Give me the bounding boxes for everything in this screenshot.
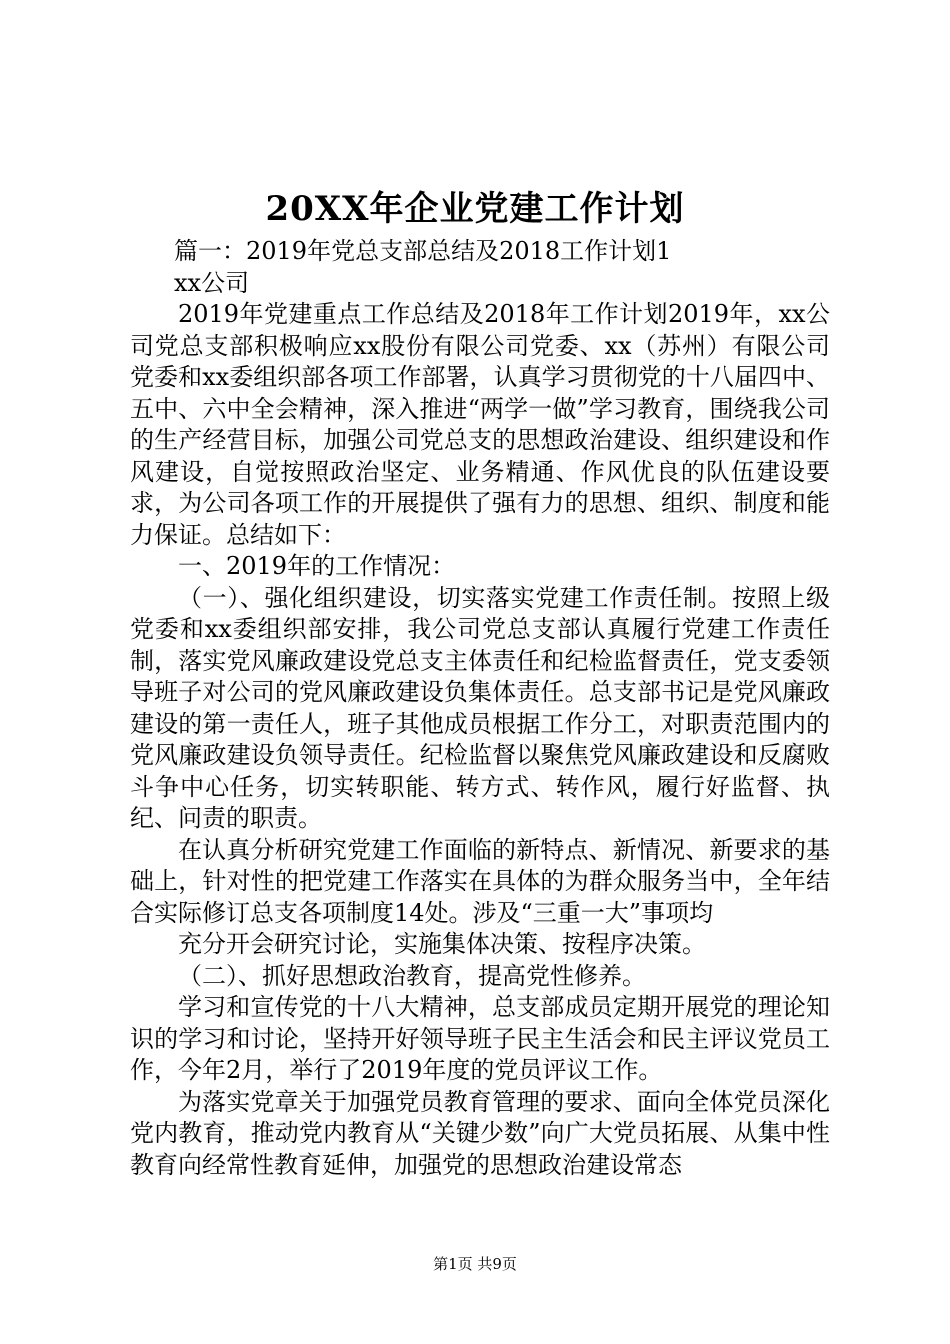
document-body <box>130 236 830 1181</box>
paragraph: 2019年党建重点工作总结及2018年工作计划2019年，xx公司党总支部积极响应xx股份有限公司党委、xx（苏州）有限公司党委和xx委组织部各项工作部署，认真学习贯彻党的十八届四中、五中、六中全会精神，深入推进“两学一做”学习教育，围绕我公司的生产经营目标，加强公司党总支的思想政治建设、组织建设和作风建设，自觉按照政治坚定、业务精通、作风优良的队伍建设要求，为公司各项工作的开展提供了强有力的思想、组织、制度和能力保证。总结如下： <box>130 300 830 549</box>
paragraph: 充分开会研究讨论，实施集体决策、按程序决策。 <box>178 930 706 958</box>
paragraph: （一）、强化组织建设，切实落实党建工作责任制。按照上级党委和xx委组织部安排，我公司党总支部认真履行党建工作责任制，落实党风廉政建设党总支主体责任和纪检监督责任，党支委领导班子对公司的党风廉政建设负集体责任。总支部书记是党风廉政建设的第一责任人，班子其他成员根据工作分工，对职责范围内的党风廉政建设负领导责任。纪检监督以聚焦党风廉政建设和反腐败斗争中心任务，切实转职能、转方式、转作风，履行好监督、执纪、问责的职责。 <box>130 583 830 832</box>
paragraph: 篇一：2019年党总支部总结及2018工作计划1 <box>174 237 672 265</box>
paragraph: 为落实党章关于加强党员教育管理的要求、面向全体党员深化党内教育，推动党内教育从“关键少数”向广大党员拓展、从集中性教育向经常性教育延伸，加强党的思想政治建设常态 <box>130 1087 830 1179</box>
section-heading: 一、2019年的工作情况： <box>178 552 456 580</box>
page-footer: 第1页 共9页 <box>433 1255 517 1273</box>
paragraph: xx公司 <box>174 268 250 297</box>
paragraph: 在认真分析研究党建工作面临的新特点、新情况、新要求的基础上，针对性的把党建工作落实在具体的为群众服务当中，全年结合实际修订总支各项制度14处。涉及“三重一大”事项均 <box>130 835 830 927</box>
paragraph: 学习和宣传党的十八大精神，总支部成员定期开展党的理论知识的学习和讨论，坚持开好领导班子民主生活会和民主评议党员工作，今年2月，举行了2019年度的党员评议工作。 <box>130 993 830 1084</box>
document-title: 20XX年企业党建工作计划 <box>265 189 685 229</box>
section-heading: （二）、抓好思想政治教育，提高党性修养。 <box>178 961 646 990</box>
